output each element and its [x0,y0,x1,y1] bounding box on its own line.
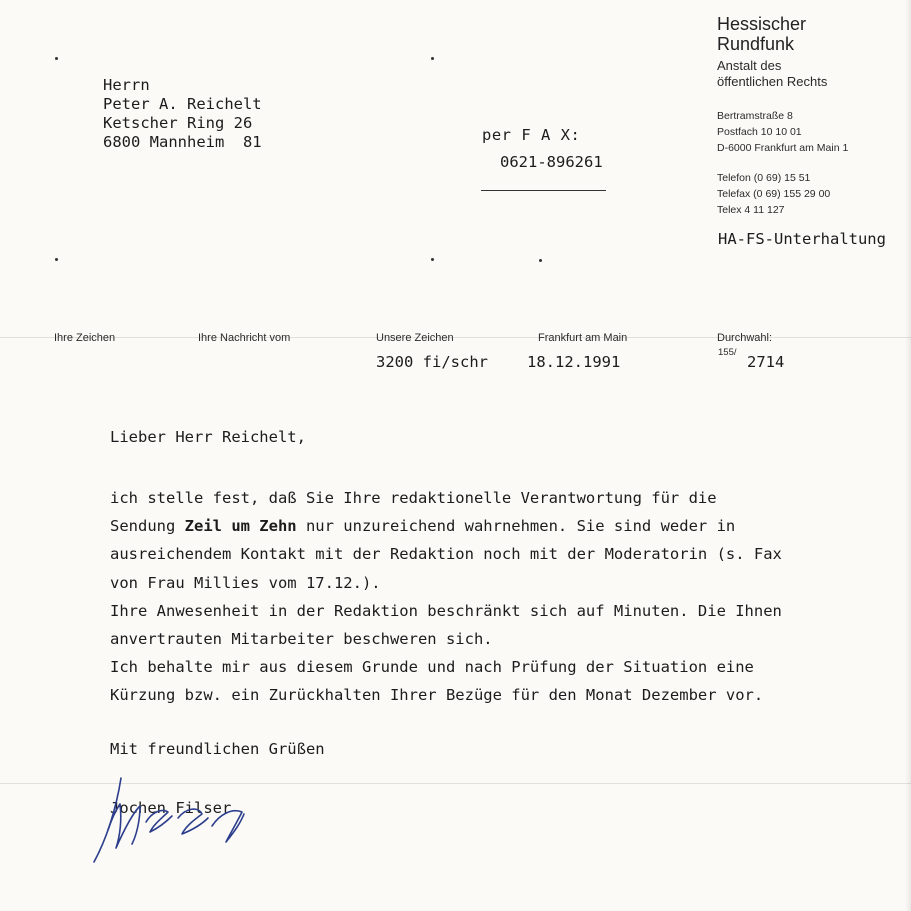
sender-contact-line: Telefax (0 69) 155 29 00 [717,188,831,200]
salutation: Lieber Herr Reichelt, [110,428,306,446]
recipient-line: Ketscher Ring 26 [103,114,253,132]
body-line: ausreichendem Kontakt mit der Redaktion noch mit der Moderatorin (s. Fax [110,545,782,564]
punch-mark [55,57,58,60]
sender-sub-line: Anstalt des [717,58,782,73]
ref-durchwahl-label: Durchwahl: [717,332,773,344]
sender-contact [717,170,830,218]
sender-address-line: Postfach 10 10 01 [717,126,802,138]
department: HA-FS-Unterhaltung [718,230,886,248]
punch-mark [539,259,542,262]
sender-name-line: Rundfunk [717,34,795,54]
sender-name [717,14,806,54]
sender-address-line: Bertramstraße 8 [717,110,793,122]
ref-durchwahl-prefix: 155/ [718,347,737,358]
program-title: Zeil um Zehn [184,517,297,536]
punch-mark [431,57,434,60]
recipient-line: 6800 Mannheim 81 [103,133,262,151]
body-text-segment: nur unzureichend wahrnehmen. Sie sind weder in [296,517,736,536]
recipient-line: Peter A. Reichelt [103,95,262,113]
sender-name-line: Hessischer [717,14,807,34]
sender-address [717,108,848,156]
sender-sub-line: öffentlichen Rechts [717,74,828,89]
body-line: von Frau Millies vom 17.12.). [110,573,381,592]
signature-stroke [212,811,244,842]
signature-stroke [178,809,208,834]
paper-fold-line [0,337,911,338]
fax-label: per F A X: [482,126,581,144]
recipient-line: Herrn [103,76,150,94]
body-line: Ich behalte mir aus diesem Grunde und nach Prüfung der Situation eine [110,658,754,677]
paper-edge-shadow [905,0,911,911]
body-line: Kürzung bzw. ein Zurückhalten Ihrer Bezüge für den Monat Dezember vor. [110,686,764,705]
ref-ihre-nachricht-label: Ihre Nachricht vom [198,332,291,344]
ref-unsere-zeichen-label: Unsere Zeichen [376,332,454,344]
body-line: Ihre Anwesenheit in der Redaktion beschränkt sich auf Minuten. Die Ihnen [110,601,782,620]
signer-name: Jochen Filser [110,799,232,817]
punch-mark [55,258,58,261]
body-line: anvertrauten Mitarbeiter beschweren sich. [110,629,493,648]
fax-number: 0621-896261 [500,153,603,171]
handwritten-signature [86,770,256,870]
body-line [110,512,782,540]
signature-stroke [108,804,140,848]
recipient-address [103,76,262,152]
signature-stroke [94,778,121,862]
ref-ihre-zeichen-label: Ihre Zeichen [54,332,116,344]
sender-legal-form [717,58,827,90]
ref-datum-value: 18.12.1991 [527,353,621,371]
closing: Mit freundlichen Grüßen [110,740,325,758]
sender-contact-line: Telefon (0 69) 15 51 [717,172,811,184]
letter-body [110,484,782,710]
sender-address-line: D-6000 Frankfurt am Main 1 [717,142,849,154]
body-text-segment: Sendung [110,517,185,536]
ref-durchwahl-value: 2714 [747,353,785,371]
ref-ort-label: Frankfurt am Main [538,332,628,344]
fax-underline [481,190,606,191]
signature-stroke [146,810,172,832]
ref-unsere-zeichen-value: 3200 fi/schr [376,353,488,371]
sender-contact-line: Telex 4 11 127 [717,204,785,216]
punch-mark [431,258,434,261]
body-line: ich stelle fest, daß Sie Ihre redaktionelle Verantwortung für die [110,489,717,507]
